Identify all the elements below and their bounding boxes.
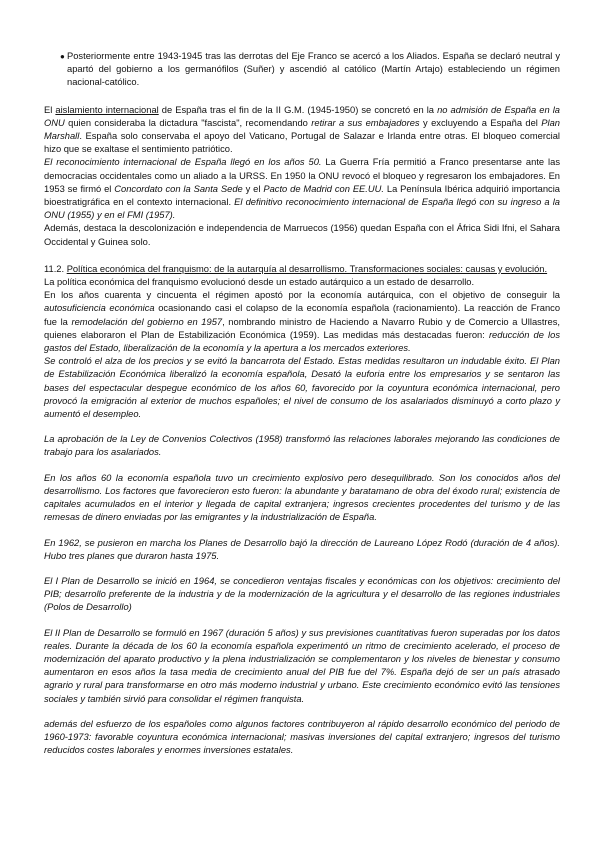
paragraph-descolonizacion: Además, destaca la descolonización e independencia de Marruecos (1956) quedan España con el África Sidi Ifni, el Sahara Occidental y Guinea solo.: [44, 223, 560, 247]
section-heading: 11.2. Política económica del franquismo: de la autarquía al desarrollismo. Transformaciones sociales: causas y evolución.: [44, 263, 548, 274]
section-title: Política económica del franquismo: de la autarquía al desarrollismo. Transformaciones sociales: causas y evolución.: [66, 263, 548, 274]
paragraph-reconocimiento: El reconocimiento internacional de España llegó en los años 50. La Guerra Fría permitió a Franco presentarse ante las democracias occidentales como un aliado a la URSS. En 1950 la ONU revocó el bloqueo y regresaron los embajadores. En 1953 se firmó el Concordato con la Santa Sede y el Pacto de Madrid con EE.UU. La Península Ibérica adquirió importancia bioestratigráfica en el contexto internacional. El definitivo reconocimiento internacional de España llegó con su ingreso a la ONU (1955) y en el FMI (1957).: [44, 157, 560, 221]
document-page: [44, 50, 560, 757]
bullet-text: Posteriormente entre 1943-1945 tras las derrotas del Eje Franco se acercó a los Aliados. España se declaró neutral y apartó del gobierno a los germanófilos (Suñer) y ascendió al católico (Martín Artajo) estableciendo un régimen nacional-católico.: [67, 51, 560, 88]
paragraph-estabilizacion: Se controló el alza de los precios y se evitó la bancarrota del Estado. Estas medidas resultaron un indudable éxito. El Plan de Estabilización Económica liberalizó la economía española, Desató la euforia entre los empresarios y se sentaron las bases del espectacular despegue económico de los años 60, favorecido por la coyuntura económica internacional, pero provocó la emigración al exterior de muchos españoles; el nivel de consumo de los asalariados disminuyó a corto plazo y aumentó el desempleo.: [44, 356, 560, 420]
bullet-item: [44, 50, 560, 90]
paragraph-primer-plan: El I Plan de Desarrollo se inició en 1964, se concedieron ventajas fiscales y económicas con los objetivos: crecimiento del PIB; desarrollo preferente de la industria y de la modernización de la agricultura y el desarrollo de las regiones industriales (Polos de Desarrollo): [44, 575, 560, 613]
paragraph-segundo-plan: El II Plan de Desarrollo se formuló en 1967 (duración 5 años) y sus previsiones cuantitativas fueron superadas por los datos reales. Durante la década de los 60 la economía española experimentó un ritmo de crecimiento acelerado, el proceso de modernización del aparato productivo y la plena industrialización se complementaron y los niveles de bienestar y consumo aumentaron en esos años la tasa media de crecimiento anual del PIB fue del 7%. España dejó de ser un país atrasado agrario y rural para transformarse en otro más moderno industrial y urbano. Este crecimiento económico evitó las tensiones sociales y también sirvió para consolidar el régimen franquista.: [44, 627, 560, 704]
paragraph-intro: La política económica del franquismo evolucionó desde un estado autárquico a un estado de desarrollo.: [44, 277, 475, 288]
paragraph-factores: además del esfuerzo de los españoles como algunos factores contribuyeron al rápido desarrollo económico del periodo de 1960-1973: favorable coyuntura económica internacional; masivas inversiones del capital extranjero; ingresos del turismo reducidos costes laborales y enormes inversiones estatales.: [44, 718, 560, 756]
paragraph-convenios: La aprobación de la Ley de Convenios Colectivos (1958) transformó las relaciones laborales mejorando las condiciones de trabajo para los asalariados.: [44, 434, 560, 458]
paragraph-aislamiento: El aislamiento internacional de España tras el fin de la II G.M. (1945-1950) se concretó en la no admisión de España en la ONU quien consideraba la dictadura "fascista", recomendando retirar a sus embajadores y excluyendo a España del Plan Marshall. España solo conservaba el apoyo del Vaticano, Portugal de Salazar e Irlanda entre otras. El bloqueo comercial hizo que se exaltase el sentimiento patriótico.: [44, 104, 561, 155]
paragraph-desarrollismo: En los años 60 la economía española tuvo un crecimiento explosivo pero desequilibrado. Son los conocidos años del desarrollismo. Los factores que favorecieron esto fueron: la abundante y baratamano de obra del éxodo rural; existencia de capitales acumulados en el interior y llegada de capital extranjera; ingresos crecientes procedentes del turismo y de las remesas de dinero enviadas por las emigrantes y la industrialización de España.: [44, 472, 560, 523]
bullet-dot-icon: ●: [60, 52, 65, 61]
link-text: aislamiento internacional: [55, 104, 159, 115]
paragraph-planes: En 1962, se pusieron en marcha los Planes de Desarrollo bajó la dirección de Laureano López Rodó (duración de 4 años). Hubo tres planes que duraron hasta 1975.: [44, 537, 560, 561]
paragraph-autarquia: En los años cuarenta y cincuenta el régimen apostó por la economía autárquica, con el objetivo de conseguir la autosuficiencia económica ocasionando casi el colapso de la economía española (racionamiento). La reacción de Franco fue la remodelación del gobierno en 1957, nombrando ministro de Haciendo a Navarro Rubio y de Comercio a Ullastres, quienes elaboraron el Plan de Estabilización Económica (1959). Las medidas más destacadas fueron: reducción de los gastos del Estado, liberalización de la economía y la apertura a los mercados exteriores.: [44, 290, 561, 354]
